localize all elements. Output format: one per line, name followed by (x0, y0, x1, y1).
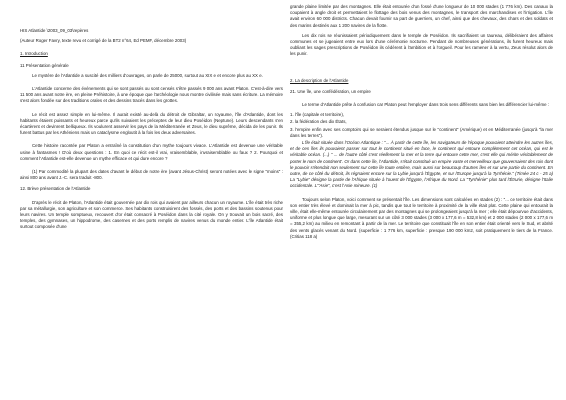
section-1-2-title: 12. Brève présentation de l'Atlantide (20, 186, 91, 192)
paragraph: grande plaine limitée par des montagnes. Elle était entourée d'un fossé d'une longueur de 10 000 stades (1 776 km). Des canaux la coupaient à angle droit et permettaient le flottage des bois venus des montagnes, le transport des marchandises et l'irrigation. L'île avait environ 60 000 districts. Chacun devait fournir sa part de guerriers, un chef, ainsi que des chevaux, des chars et des soldats et des marins destinés aux 1 200 navires de la flotte. (290, 4, 553, 28)
section-2-1-title: 21. Une île, une confédération, un empire (290, 88, 371, 94)
paragraph: Cette histoire racontée par Platon a entraîné la constitution d'un mythe toujours vivace. L'Atlantide est devenue une véritable usine à fantasmes ! D'où deux questions : 1. En quoi ce récit est-il vrai, vraisemblable, invraisemblable ou faux ? 2. Pourquoi et comment l'Atlantide est-elle devenue un mythe efficace et qui dure encore ? (20, 143, 283, 161)
list-item: 2. la fédération des dix États, (290, 119, 347, 125)
paragraph: L'île était située dans l'Océan Atlantique : "... À partir de cette île, les navigateurs de l'époque pouvaient atteindre les autres îles, et de ces îles ils pouvaient passer sur tout le continent situé en face, le continent qui entoure complètement cet océan, qui est le véritable océan. (...) " ... de l'autre côté c'est réellement la mer et la terre qui entoure cette mer, c'est elle qui mérite véritablement de porter le nom de continent'. Or dans cette île, l'Atlantide, s'était constitué un empire vaste et merveilleux que gouvernaient des rois dont le pouvoir s'étendait non seulement sur cette île toute entière, mais aussi sur beaucoup d'autres îles et sur une partie du continent. En outre, de ce côté du détroit, ils régnaient encore sur la Lybie jusqu'à l'Égypte, et sur l'Europe jusqu'à la Tyrrhénie." (Timée 24 c - 25 a) La "Lybie" désigne la partie de l'Afrique située à l'ouest de l'Égypte, l'Afrique du Nord. La "Tyrrhénie" plus tard l'Étrurie, désigne l'Italie occidentale. L'"Asie", c'est l'Asie mineure. (1) (290, 140, 553, 189)
section-1-title: 1. Introduction (20, 51, 48, 57)
right-column (290, 0, 553, 244)
list-item: 3. l'empire enfin avec ses comptoirs qui se seraient étendus jusque sur le "continent" (Amérique) et en Méditerranée (jusqu'à "la mer dans les terres"). (290, 126, 553, 138)
paragraph: D'après le récit de Platon, l'Atlantide était gouvernée par dix rois qui avaient par ailleurs chacun un royaume. L'île était très riche par sa métallurgie, son agriculture et son commerce. Ses habitants construisirent des fossés, des ports et des bassins soutenus pour leurs navires. Un temple somptueux, recouvert d'or était consacré à Poséidon dans la cité royale. On y trouvait un bois sacré, des temples, des gymnases, un hippodrome, des casernes et des ports remplis de navires venus du monde entier. L'île Atlantide était surtout composée d'une (20, 199, 283, 230)
section-2-title: 2. La description de l'Atlantide (290, 77, 349, 83)
paragraph: L'Atlantide concerne des événements qui se sont passés ou sont censés s'être passés 9 000 ans avant Platon. C'est-à-dire vers 11 500 ans avant notre ère, en pleine Préhistoire, à une époque que l'archéologie nous montre civilisée mais sans écriture. La mémoire s'est alors fondée sur des traditions orales et des dessins tracés dans les grottes. (20, 86, 283, 104)
numbered-list (290, 112, 553, 139)
list-item: 1. l'île (capitale et territoire), (290, 112, 345, 118)
section-1-1-title: 11 Présentation générale (20, 62, 69, 68)
paragraph: Le mystère de l'Atlantide a suscité des milliers d'ouvrages, on parle de 25000, surtout au XIX e et encore plus au XX e. (32, 72, 263, 78)
left-column (20, 0, 283, 235)
paragraph: Les dix rois se réunissaient périodiquement dans le temple de Poséidon. Ils sacrifiaient un taureau, délibéraient des affaires communes et se jugeaient entre eux lors d'une cérémonie nocturne. Pendant de nombreuses générations, ils furent heureux mais oubliant les sages prescriptions de Poséidon ils cédèrent à l'ambition et à l'orgueil. Pour les ramener à la vertu, Zeus résolut alors de les punir. (290, 32, 553, 57)
paragraph: Le terme d'Atlantide prête à confusion car Platon peut l'employer dans trois sens différents sans bien les différencier lui-même : (302, 102, 550, 108)
paragraph: Le récit est assez simple en lui-même. Il aurait existé au-delà du détroit de Gibraltar, un royaume, l'île d'Atlantide, dont les habitants étaient puissants et heureux parce qu'ils suivaient les préceptes de leur dieu Poséidon (Neptune). Leurs descendants s'en écartèrent et devinrent belliqueux. Ils voulurent asservir les pays de la Méditerranée et Zeus, le dieu suprême, décida de les punir. Ils furent battus par les Athéniens mais un cataclysme engloutit à la fois les deux adversaires. (20, 111, 283, 136)
document-header: HIS Atlantide \2003_09_03\repères (20, 28, 89, 33)
paragraph: Toujours selon Platon, voici comment se présentait l'île. Les dimensions sont calculées en stades (2) : "... ce territoire était dans son entier très élevé et dominait la mer à pic, tandis que tout le territoire à proximité de la ville était plat. Cette plaine qui entourait la ville, était elle-même entourée circulairement par des montagnes qui se prolongeaient jusqu'à la mer ; elle était dépourvue d'accidents, uniforme et plus longue que large, mesurant sur un côté 3 000 stades (3 000 x 177,6 m = 532,8 km) et 2 000 stades (2 000 x 177,6 m = 355,2 km) au milieu en remontant à partir de la mer. Le territoire que constituait l'île en son entier était orienté vers le Sud, et abrité des vents glacés venant du Nord. (superficie : 1 776 km, superficie : presque 190 000 km2, soit pratiquement le tiers de la France. (Critias 118 a) (290, 196, 553, 239)
citation: (Auteur Roger Favry, texte revu et corrigé de la BT2 n°64, Ed PEMF, décembre 2003) (20, 38, 187, 44)
footnote: (1) Par commodité la plupart des dates d'avant le début de notre ère (avant Jésus-Christ) seront notées avec le signe "moins" : ainsi 800 ans avant J.-C. sera traduit -800. (20, 169, 283, 181)
